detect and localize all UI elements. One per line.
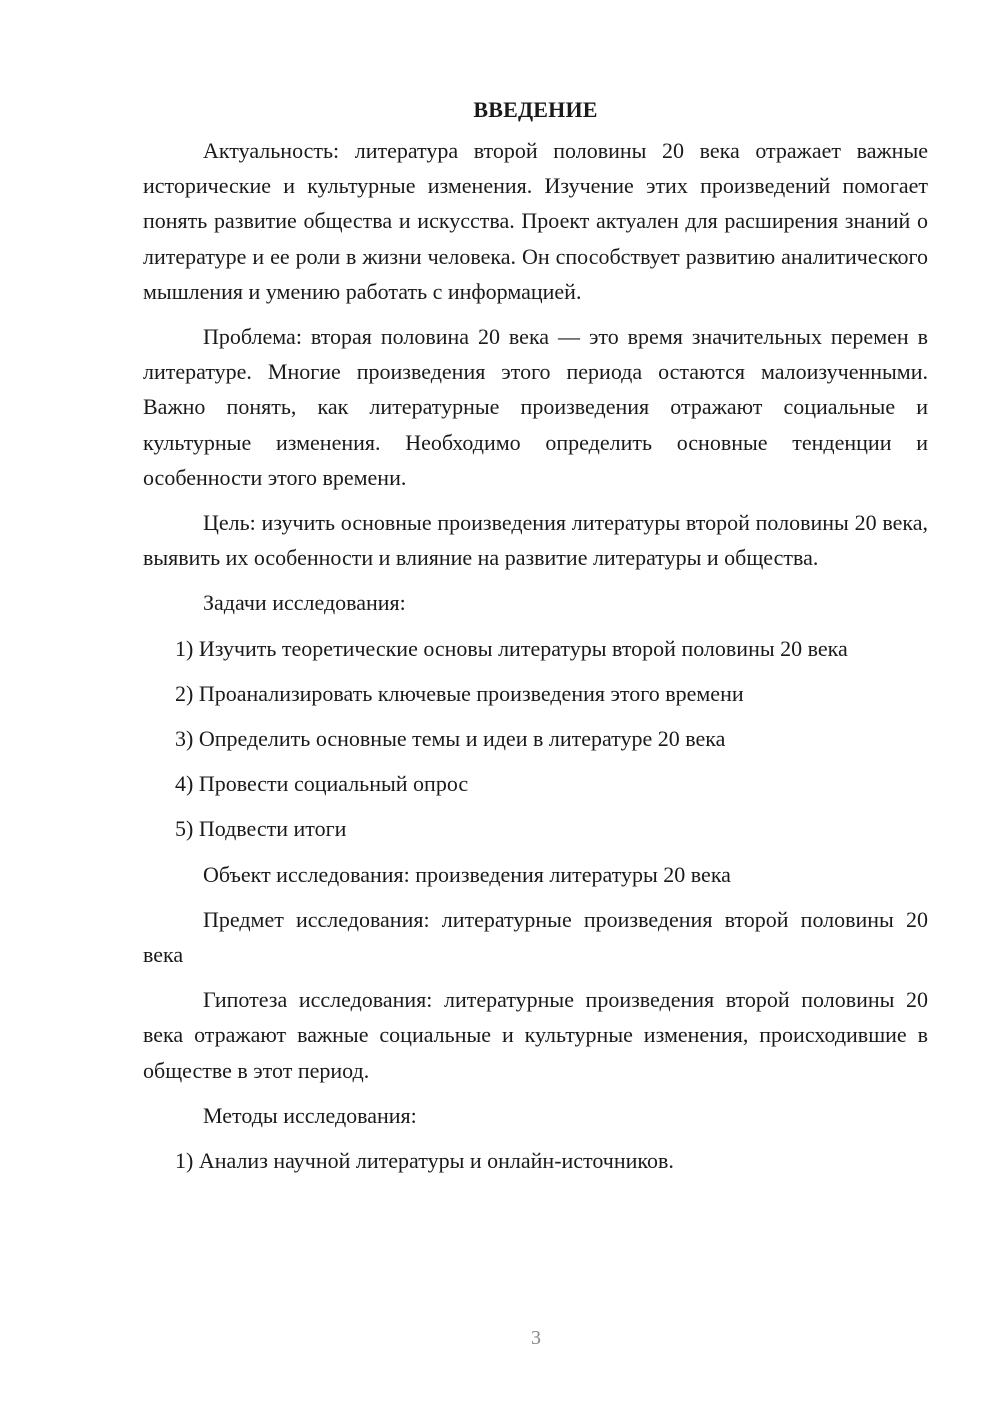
task-item: 4) Провести социальный опрос — [175, 771, 469, 797]
task-item: 3) Определить основные темы и идеи в литературе 20 века — [175, 726, 726, 752]
section-title: ВВЕДЕНИЕ — [473, 97, 598, 122]
problem-paragraph: Проблема: вторая половина 20 века — это время значительных перемен в литературе. Многие произведения этого периода остаются малоизученными. Важно понять, как литературные произведения отражают социальные и культурные изменения. Необходимо определить основные тенденции и особенности этого времени. — [143, 324, 928, 490]
object-paragraph: Объект исследования: произведения литературы 20 века — [203, 861, 731, 887]
subject-paragraph: Предмет исследования: литературные произведения второй половины 20 века — [143, 906, 928, 968]
tasks-list — [143, 631, 928, 847]
methods-heading: Методы исследования: — [203, 1102, 417, 1128]
method-item: 1) Анализ научной литературы и онлайн-источников. — [175, 1148, 674, 1174]
methods-list — [143, 1143, 928, 1178]
hypothesis-paragraph: Гипотеза исследования: литературные произведения второй половины 20 века отражают важные социальные и культурные изменения, происходившие в обществе в этот период. — [143, 987, 928, 1083]
task-item: 5) Подвести итоги — [175, 816, 347, 842]
relevance-paragraph: Актуальность: литература второй половины 20 века отражает важные исторические и культурные изменения. Изучение этих произведений помогает понять развитие общества и искусства. Проект актуален для расширения знаний о литературе и ее роли в жизни человека. Он способствует развитию аналитического мышления и умению работать с информацией. — [143, 138, 928, 304]
document-page — [143, 93, 928, 1188]
tasks-heading: Задачи исследования: — [203, 590, 406, 616]
goal-paragraph: Цель: изучить основные произведения литературы второй половины 20 века, выявить их особенности и влияние на развитие литературы и общества. — [143, 510, 928, 571]
task-item: 1) Изучить теоретические основы литературы второй половины 20 века — [175, 635, 848, 661]
page-number: 3 — [531, 1327, 541, 1349]
task-item: 2) Проанализировать ключевые произведения этого времени — [175, 680, 744, 706]
